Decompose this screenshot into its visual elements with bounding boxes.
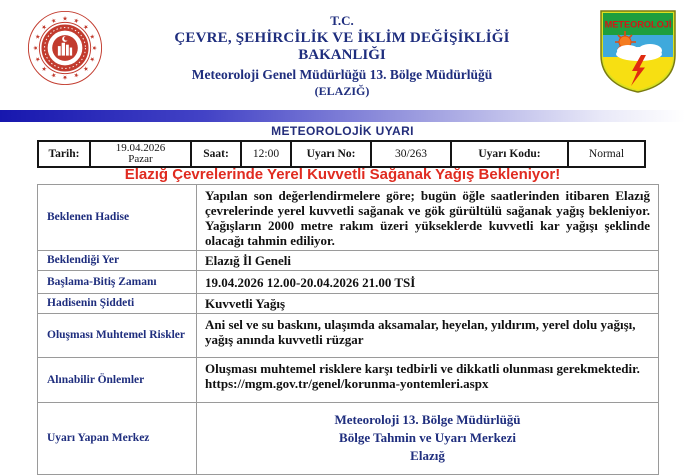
row-value bbox=[197, 185, 658, 250]
uyari-kodu-label: Uyarı Kodu: bbox=[450, 142, 567, 166]
warning-headline: Elazığ Çevrelerinde Yerel Kuvvetli Sağanak Yağış Bekleniyor! bbox=[124, 166, 561, 183]
svg-text:★: ★ bbox=[87, 55, 97, 64]
detail-table bbox=[37, 184, 659, 475]
table-row-hadisenin-siddeti bbox=[38, 294, 658, 314]
svg-text:★: ★ bbox=[81, 64, 90, 73]
uyari-kodu-value: Normal bbox=[567, 142, 644, 166]
tarih-day: Pazar bbox=[128, 153, 153, 165]
merkez-line3: Elazığ bbox=[410, 448, 445, 463]
uyari-no-value: 30/263 bbox=[370, 142, 450, 166]
info-table bbox=[37, 140, 646, 168]
table-row-uyari-yapan-merkez bbox=[38, 403, 658, 475]
row-value bbox=[197, 314, 658, 357]
header-ministry-line2: BAKANLIĞI bbox=[298, 47, 386, 63]
saat-label: Saat: bbox=[190, 142, 240, 166]
header-city: (ELAZIĞ) bbox=[314, 84, 370, 98]
table-row-beklendigi-yer bbox=[38, 251, 658, 271]
svg-text:★: ★ bbox=[33, 55, 43, 64]
row-label: Beklenen Hadise bbox=[38, 185, 197, 250]
svg-text:★: ★ bbox=[72, 16, 81, 26]
tarih-value bbox=[89, 142, 190, 166]
ministry-emblem-icon bbox=[27, 10, 103, 86]
uyari-no-label: Uyarı No: bbox=[290, 142, 370, 166]
onlemler-url: https://mgm.gov.tr/genel/korunma-yontemleri.aspx bbox=[205, 376, 489, 391]
saat-value: 12:00 bbox=[240, 142, 290, 166]
meteoroloji-shield-icon bbox=[599, 9, 677, 93]
svg-text:★: ★ bbox=[40, 23, 49, 32]
header-directorate: Meteoroloji Genel Müdürlüğü 13. Bölge Müdürlüğü bbox=[191, 67, 493, 82]
svg-text:★: ★ bbox=[49, 70, 58, 80]
onlemler-text: Oluşması muhtemel risklere karşı tedbirli ve dikkatli olunması gerekmektedir. bbox=[205, 361, 640, 376]
row-value: Kuvvetli Yağış bbox=[205, 296, 286, 311]
tarih-label: Tarih: bbox=[48, 148, 80, 160]
table-row-alinabilir-onlemler bbox=[38, 358, 658, 403]
row-label: Oluşması Muhtemel Riskler bbox=[38, 314, 197, 357]
row-label: Uyarı Yapan Merkez bbox=[38, 403, 197, 474]
row-label: Beklendiği Yer bbox=[38, 251, 197, 270]
svg-text:★: ★ bbox=[87, 32, 97, 41]
table-row-olusmasi-riskler bbox=[38, 314, 658, 358]
header-ministry-line1: ÇEVRE, ŞEHİRCİLİK VE İKLİM DEĞİŞİKLİĞİ bbox=[174, 30, 510, 46]
svg-text:★: ★ bbox=[81, 23, 90, 32]
row-value bbox=[197, 403, 658, 474]
row-label: Hadisenin Şiddeti bbox=[38, 294, 197, 313]
svg-text:★: ★ bbox=[62, 15, 68, 23]
svg-text:★: ★ bbox=[40, 64, 49, 73]
svg-text:★: ★ bbox=[33, 32, 43, 41]
svg-text:★: ★ bbox=[72, 70, 81, 80]
meteoroloji-logo-label: METEOROLOJİ bbox=[604, 19, 672, 30]
row-label: Başlama-Bitiş Zamanı bbox=[38, 271, 197, 293]
divider-bar bbox=[0, 110, 685, 122]
svg-text:★: ★ bbox=[90, 45, 98, 51]
merkez-line2: Bölge Tahmin ve Uyarı Merkezi bbox=[339, 430, 516, 445]
header-tc: T.C. bbox=[330, 13, 354, 28]
row-value bbox=[197, 358, 658, 402]
beklenen-hadise-text: Yapılan son değerlendirmelere göre; bugün öğle saatlerinden itibaren Elazığ çevrelerinde yerel kuvvetli sağanak ve gök gürültülü sağanak yağış bekleniyor. Yağışların 2000 metre rakım üzeri yükseklerde kuvvetli kar yağışı şeklinde olacağı tahmin ediliyor. bbox=[205, 188, 650, 248]
table-row-baslama-bitis bbox=[38, 271, 658, 294]
svg-text:★: ★ bbox=[62, 73, 68, 81]
document-header bbox=[112, 13, 572, 99]
riskler-text: Ani sel ve su baskını, ulaşımda aksamalar, heyelan, yıldırım, yerel dolu yağışı, yağış anında kuvvetli rüzgar bbox=[205, 317, 636, 347]
table-row-beklenen-hadise bbox=[38, 185, 658, 251]
row-value: Elazığ İl Geneli bbox=[205, 253, 291, 268]
svg-text:★: ★ bbox=[32, 45, 40, 51]
row-label: Alınabilir Önlemler bbox=[38, 358, 197, 402]
tarih-date: 19.04.2026 bbox=[115, 141, 166, 154]
merkez-line1: Meteoroloji 13. Bölge Müdürlüğü bbox=[334, 412, 521, 427]
bulletin-title: METEOROLOJİK UYARI bbox=[271, 124, 414, 138]
svg-text:★: ★ bbox=[49, 16, 58, 26]
row-value: 19.04.2026 12.00-20.04.2026 21.00 TSİ bbox=[205, 274, 416, 290]
